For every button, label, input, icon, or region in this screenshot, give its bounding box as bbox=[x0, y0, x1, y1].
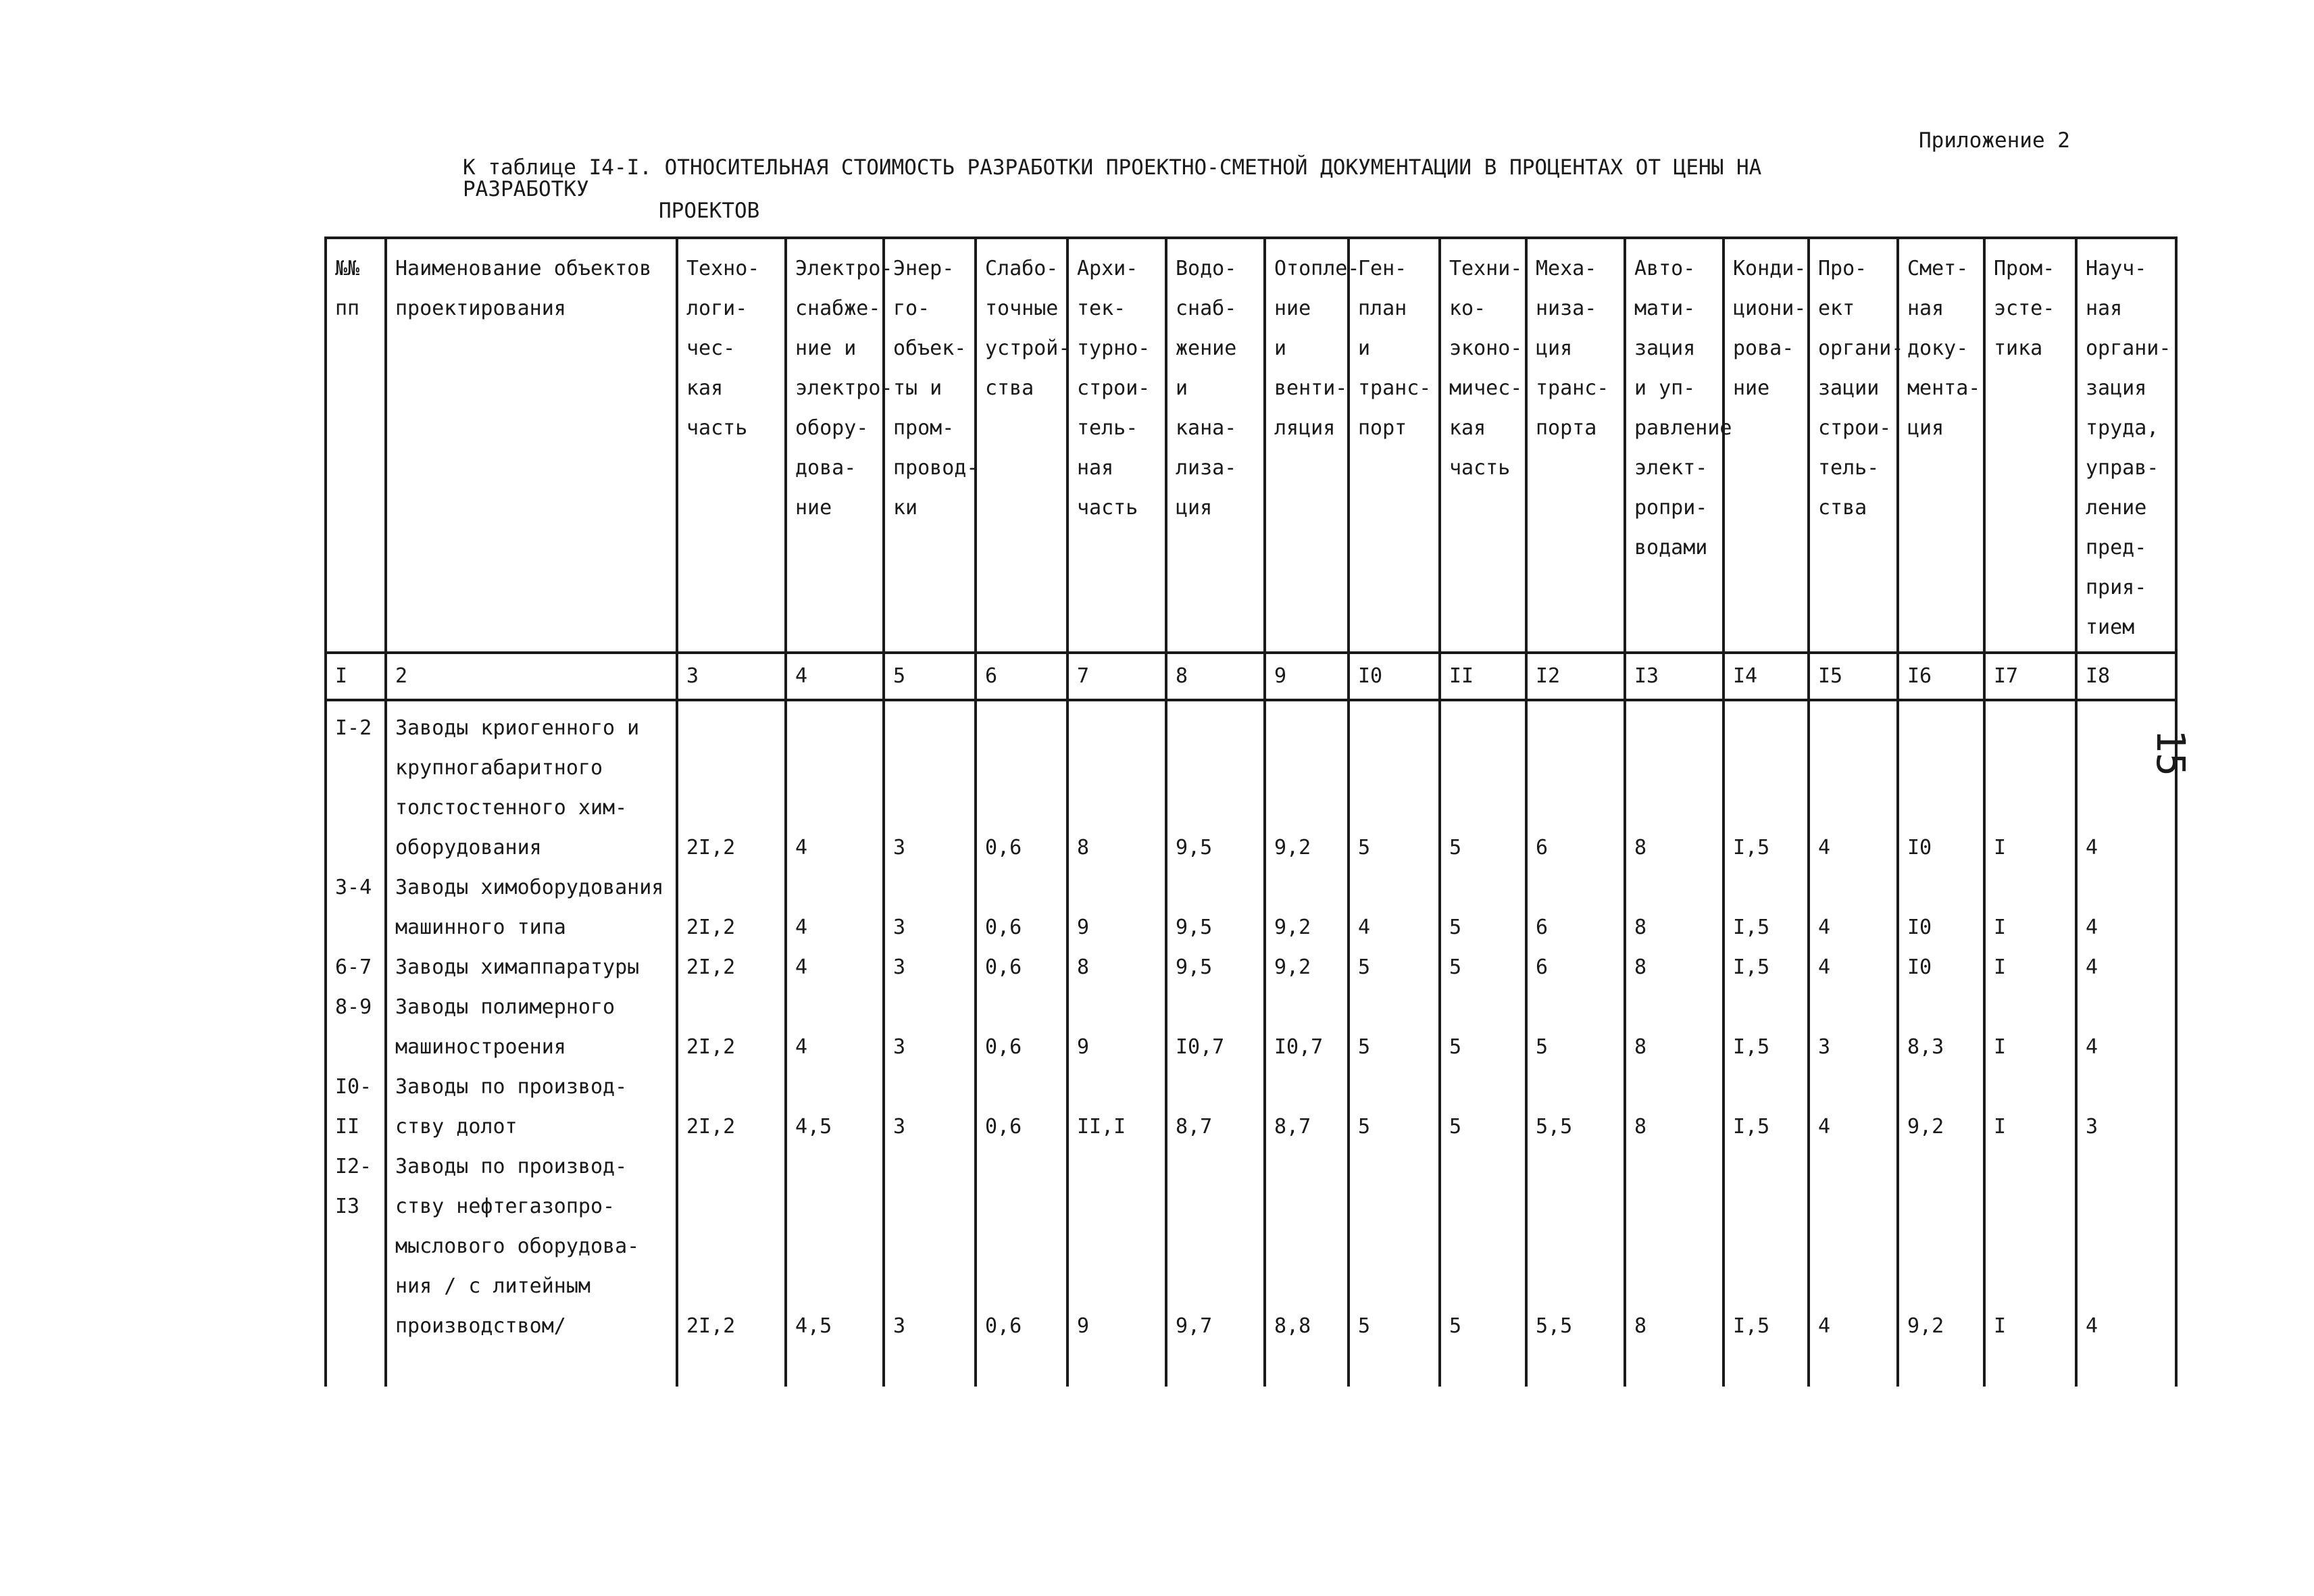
value-cell: 4 bbox=[1809, 1067, 1898, 1147]
value-cell: 2I,2 bbox=[677, 987, 786, 1067]
title-line-2: ПРОЕКТОВ bbox=[659, 199, 760, 223]
column-number: I6 bbox=[1898, 653, 1984, 700]
object-name: Заводы криогенного и крупногабаритного толстостенного хим- оборудования bbox=[386, 700, 677, 868]
value-cell: I bbox=[1984, 1147, 2076, 1387]
column-header: Наименование объектов проектирования bbox=[386, 238, 677, 653]
table-row bbox=[326, 987, 2176, 1067]
value-cell: 8 bbox=[1625, 987, 1724, 1067]
row-number: I-2 bbox=[326, 700, 386, 868]
value-cell: 5 bbox=[1526, 987, 1625, 1067]
value-cell: 4 bbox=[2076, 987, 2176, 1067]
value-cell: I0 bbox=[1898, 700, 1984, 868]
value-cell: 9 bbox=[1067, 868, 1166, 947]
value-cell: 5 bbox=[1440, 1067, 1526, 1147]
value-cell: 4 bbox=[2076, 947, 2176, 987]
value-cell: 5 bbox=[1440, 987, 1526, 1067]
value-cell: 4 bbox=[2076, 700, 2176, 868]
row-number: I0-II bbox=[326, 1067, 386, 1147]
value-cell: 5 bbox=[1349, 947, 1440, 987]
value-cell: 9,7 bbox=[1166, 1147, 1265, 1387]
column-header: Электро- снабже- ние и электро- обору- дова- ние bbox=[786, 238, 884, 653]
column-number: I0 bbox=[1349, 653, 1440, 700]
value-cell: I bbox=[1984, 868, 2076, 947]
value-cell: 2I,2 bbox=[677, 1147, 786, 1387]
value-cell: 4 bbox=[786, 987, 884, 1067]
value-cell: 8 bbox=[1067, 947, 1166, 987]
object-name: Заводы химаппаратуры bbox=[386, 947, 677, 987]
value-cell: 4 bbox=[1809, 1147, 1898, 1387]
appendix-label: Приложение 2 bbox=[1919, 128, 2070, 153]
column-header: Водо- снаб- жение и кана- лиза- ция bbox=[1166, 238, 1265, 653]
value-cell: 0,6 bbox=[976, 868, 1067, 947]
column-header: Конди- циони- рова- ние bbox=[1724, 238, 1809, 653]
value-cell: I bbox=[1984, 987, 2076, 1067]
value-cell: 5 bbox=[1440, 868, 1526, 947]
column-number: I8 bbox=[2076, 653, 2176, 700]
value-cell: I bbox=[1984, 1067, 2076, 1147]
value-cell: 3 bbox=[884, 987, 976, 1067]
value-cell: 3 bbox=[884, 1067, 976, 1147]
cost-table bbox=[324, 236, 2178, 1387]
value-cell: 9,2 bbox=[1265, 868, 1349, 947]
column-number: 3 bbox=[677, 653, 786, 700]
value-cell: 5 bbox=[1349, 987, 1440, 1067]
table-row bbox=[326, 700, 2176, 868]
value-cell: 3 bbox=[884, 1147, 976, 1387]
value-cell: 5 bbox=[1440, 700, 1526, 868]
value-cell: 4 bbox=[786, 700, 884, 868]
table-row bbox=[326, 947, 2176, 987]
object-name: Заводы химоборудования машинного типа bbox=[386, 868, 677, 947]
column-header: Отопле- ние и венти- ляция bbox=[1265, 238, 1349, 653]
value-cell: 8,8 bbox=[1265, 1147, 1349, 1387]
title-line-1: К таблице I4-I. ОТНОСИТЕЛЬНАЯ СТОИМОСТЬ РАЗРАБОТКИ ПРОЕКТНО-СМЕТНОЙ ДОКУМЕНТАЦИИ В ПРОЦЕНТАХ ОТ ЦЕНЫ НА РАЗРАБОТКУ bbox=[463, 155, 1762, 201]
value-cell: 4 bbox=[1809, 868, 1898, 947]
value-cell: I,5 bbox=[1724, 1147, 1809, 1387]
value-cell: 8 bbox=[1625, 700, 1724, 868]
value-cell: 9,2 bbox=[1265, 947, 1349, 987]
value-cell: I0 bbox=[1898, 947, 1984, 987]
row-number: I2-I3 bbox=[326, 1147, 386, 1387]
value-cell: 6 bbox=[1526, 700, 1625, 868]
value-cell: 9,5 bbox=[1166, 947, 1265, 987]
value-cell: I,5 bbox=[1724, 947, 1809, 987]
column-number: 9 bbox=[1265, 653, 1349, 700]
column-number-row bbox=[326, 653, 2176, 700]
table-row bbox=[326, 1067, 2176, 1147]
column-number: 8 bbox=[1166, 653, 1265, 700]
value-cell: I bbox=[1984, 700, 2076, 868]
value-cell: 0,6 bbox=[976, 1147, 1067, 1387]
column-number: 2 bbox=[386, 653, 677, 700]
object-name: Заводы по производ- ству долот bbox=[386, 1067, 677, 1147]
value-cell: 4 bbox=[1809, 700, 1898, 868]
value-cell: 5,5 bbox=[1526, 1147, 1625, 1387]
column-number: I7 bbox=[1984, 653, 2076, 700]
value-cell: 8 bbox=[1067, 700, 1166, 868]
value-cell: 9,2 bbox=[1898, 1067, 1984, 1147]
column-number: I5 bbox=[1809, 653, 1898, 700]
value-cell: 4 bbox=[2076, 868, 2176, 947]
column-header: Смет- ная доку- мента- ция bbox=[1898, 238, 1984, 653]
value-cell: 8 bbox=[1625, 868, 1724, 947]
value-cell: 3 bbox=[884, 700, 976, 868]
object-name: Заводы по производ- ству нефтегазопро- мыслового оборудова- ния / с литейным производством/ bbox=[386, 1147, 677, 1387]
value-cell: I,5 bbox=[1724, 868, 1809, 947]
object-name: Заводы полимерного машиностроения bbox=[386, 987, 677, 1067]
value-cell: 5 bbox=[1440, 947, 1526, 987]
value-cell: 5 bbox=[1440, 1147, 1526, 1387]
value-cell: I0,7 bbox=[1166, 987, 1265, 1067]
column-number: I4 bbox=[1724, 653, 1809, 700]
column-number: 4 bbox=[786, 653, 884, 700]
column-header: Авто- мати- зация и уп- равление элект- ропри- водами bbox=[1625, 238, 1724, 653]
column-number: I2 bbox=[1526, 653, 1625, 700]
column-number: II bbox=[1440, 653, 1526, 700]
value-cell: I,5 bbox=[1724, 987, 1809, 1067]
column-header: Энер- го- объек- ты и пром- провод- ки bbox=[884, 238, 976, 653]
value-cell: 9 bbox=[1067, 987, 1166, 1067]
value-cell: 2I,2 bbox=[677, 947, 786, 987]
value-cell: 2I,2 bbox=[677, 700, 786, 868]
value-cell: 5 bbox=[1349, 700, 1440, 868]
value-cell: 9,2 bbox=[1898, 1147, 1984, 1387]
value-cell: 9 bbox=[1067, 1147, 1166, 1387]
value-cell: 8,7 bbox=[1265, 1067, 1349, 1147]
value-cell: 2I,2 bbox=[677, 868, 786, 947]
table-row bbox=[326, 1147, 2176, 1387]
value-cell: 0,6 bbox=[976, 987, 1067, 1067]
column-number: 5 bbox=[884, 653, 976, 700]
value-cell: 4 bbox=[1809, 947, 1898, 987]
value-cell: I0 bbox=[1898, 868, 1984, 947]
value-cell: 4 bbox=[2076, 1147, 2176, 1387]
value-cell: I,5 bbox=[1724, 700, 1809, 868]
column-header: Ген- план и транс- порт bbox=[1349, 238, 1440, 653]
column-header: Слабо- точные устрой- ства bbox=[976, 238, 1067, 653]
column-header: Науч- ная органи- зация труда, управ- ление пред- прия- тием bbox=[2076, 238, 2176, 653]
value-cell: 8 bbox=[1625, 1147, 1724, 1387]
value-cell: 5 bbox=[1349, 1067, 1440, 1147]
value-cell: 5 bbox=[1349, 1147, 1440, 1387]
column-number: 7 bbox=[1067, 653, 1166, 700]
column-header: Техни- ко- эконо- мичес- кая часть bbox=[1440, 238, 1526, 653]
value-cell: 0,6 bbox=[976, 947, 1067, 987]
column-header: №№ пп bbox=[326, 238, 386, 653]
value-cell: I bbox=[1984, 947, 2076, 987]
value-cell: 4 bbox=[786, 947, 884, 987]
value-cell: 4,5 bbox=[786, 1067, 884, 1147]
column-number: 6 bbox=[976, 653, 1067, 700]
value-cell: II,I bbox=[1067, 1067, 1166, 1147]
value-cell: 2I,2 bbox=[677, 1067, 786, 1147]
value-cell: 8,7 bbox=[1166, 1067, 1265, 1147]
value-cell: 4 bbox=[786, 868, 884, 947]
value-cell: 8 bbox=[1625, 1067, 1724, 1147]
table-row bbox=[326, 868, 2176, 947]
value-cell: 4,5 bbox=[786, 1147, 884, 1387]
column-header: Меха- низа- ция транс- порта bbox=[1526, 238, 1625, 653]
row-number: 8-9 bbox=[326, 987, 386, 1067]
column-header: Архи- тек- турно- строи- тель- ная часть bbox=[1067, 238, 1166, 653]
column-header: Техно- логи- чес- кая часть bbox=[677, 238, 786, 653]
column-header: Про- ект органи- зации строи- тель- ства bbox=[1809, 238, 1898, 653]
value-cell: 9,5 bbox=[1166, 700, 1265, 868]
value-cell: 3 bbox=[884, 868, 976, 947]
value-cell: 8 bbox=[1625, 947, 1724, 987]
page-number: 15 bbox=[2147, 729, 2194, 776]
row-number: 3-4 bbox=[326, 868, 386, 947]
value-cell: 3 bbox=[884, 947, 976, 987]
column-number: I bbox=[326, 653, 386, 700]
value-cell: 0,6 bbox=[976, 1067, 1067, 1147]
value-cell: 9,5 bbox=[1166, 868, 1265, 947]
document-title bbox=[463, 157, 1882, 222]
value-cell: 6 bbox=[1526, 868, 1625, 947]
value-cell: 8,3 bbox=[1898, 987, 1984, 1067]
header-row bbox=[326, 238, 2176, 653]
column-header: Пром- эсте- тика bbox=[1984, 238, 2076, 653]
value-cell: 6 bbox=[1526, 947, 1625, 987]
value-cell: I,5 bbox=[1724, 1067, 1809, 1147]
value-cell: 5,5 bbox=[1526, 1067, 1625, 1147]
value-cell: 0,6 bbox=[976, 700, 1067, 868]
value-cell: I0,7 bbox=[1265, 987, 1349, 1067]
value-cell: 3 bbox=[2076, 1067, 2176, 1147]
column-number: I3 bbox=[1625, 653, 1724, 700]
value-cell: 9,2 bbox=[1265, 700, 1349, 868]
row-number: 6-7 bbox=[326, 947, 386, 987]
value-cell: 4 bbox=[1349, 868, 1440, 947]
value-cell: 3 bbox=[1809, 987, 1898, 1067]
